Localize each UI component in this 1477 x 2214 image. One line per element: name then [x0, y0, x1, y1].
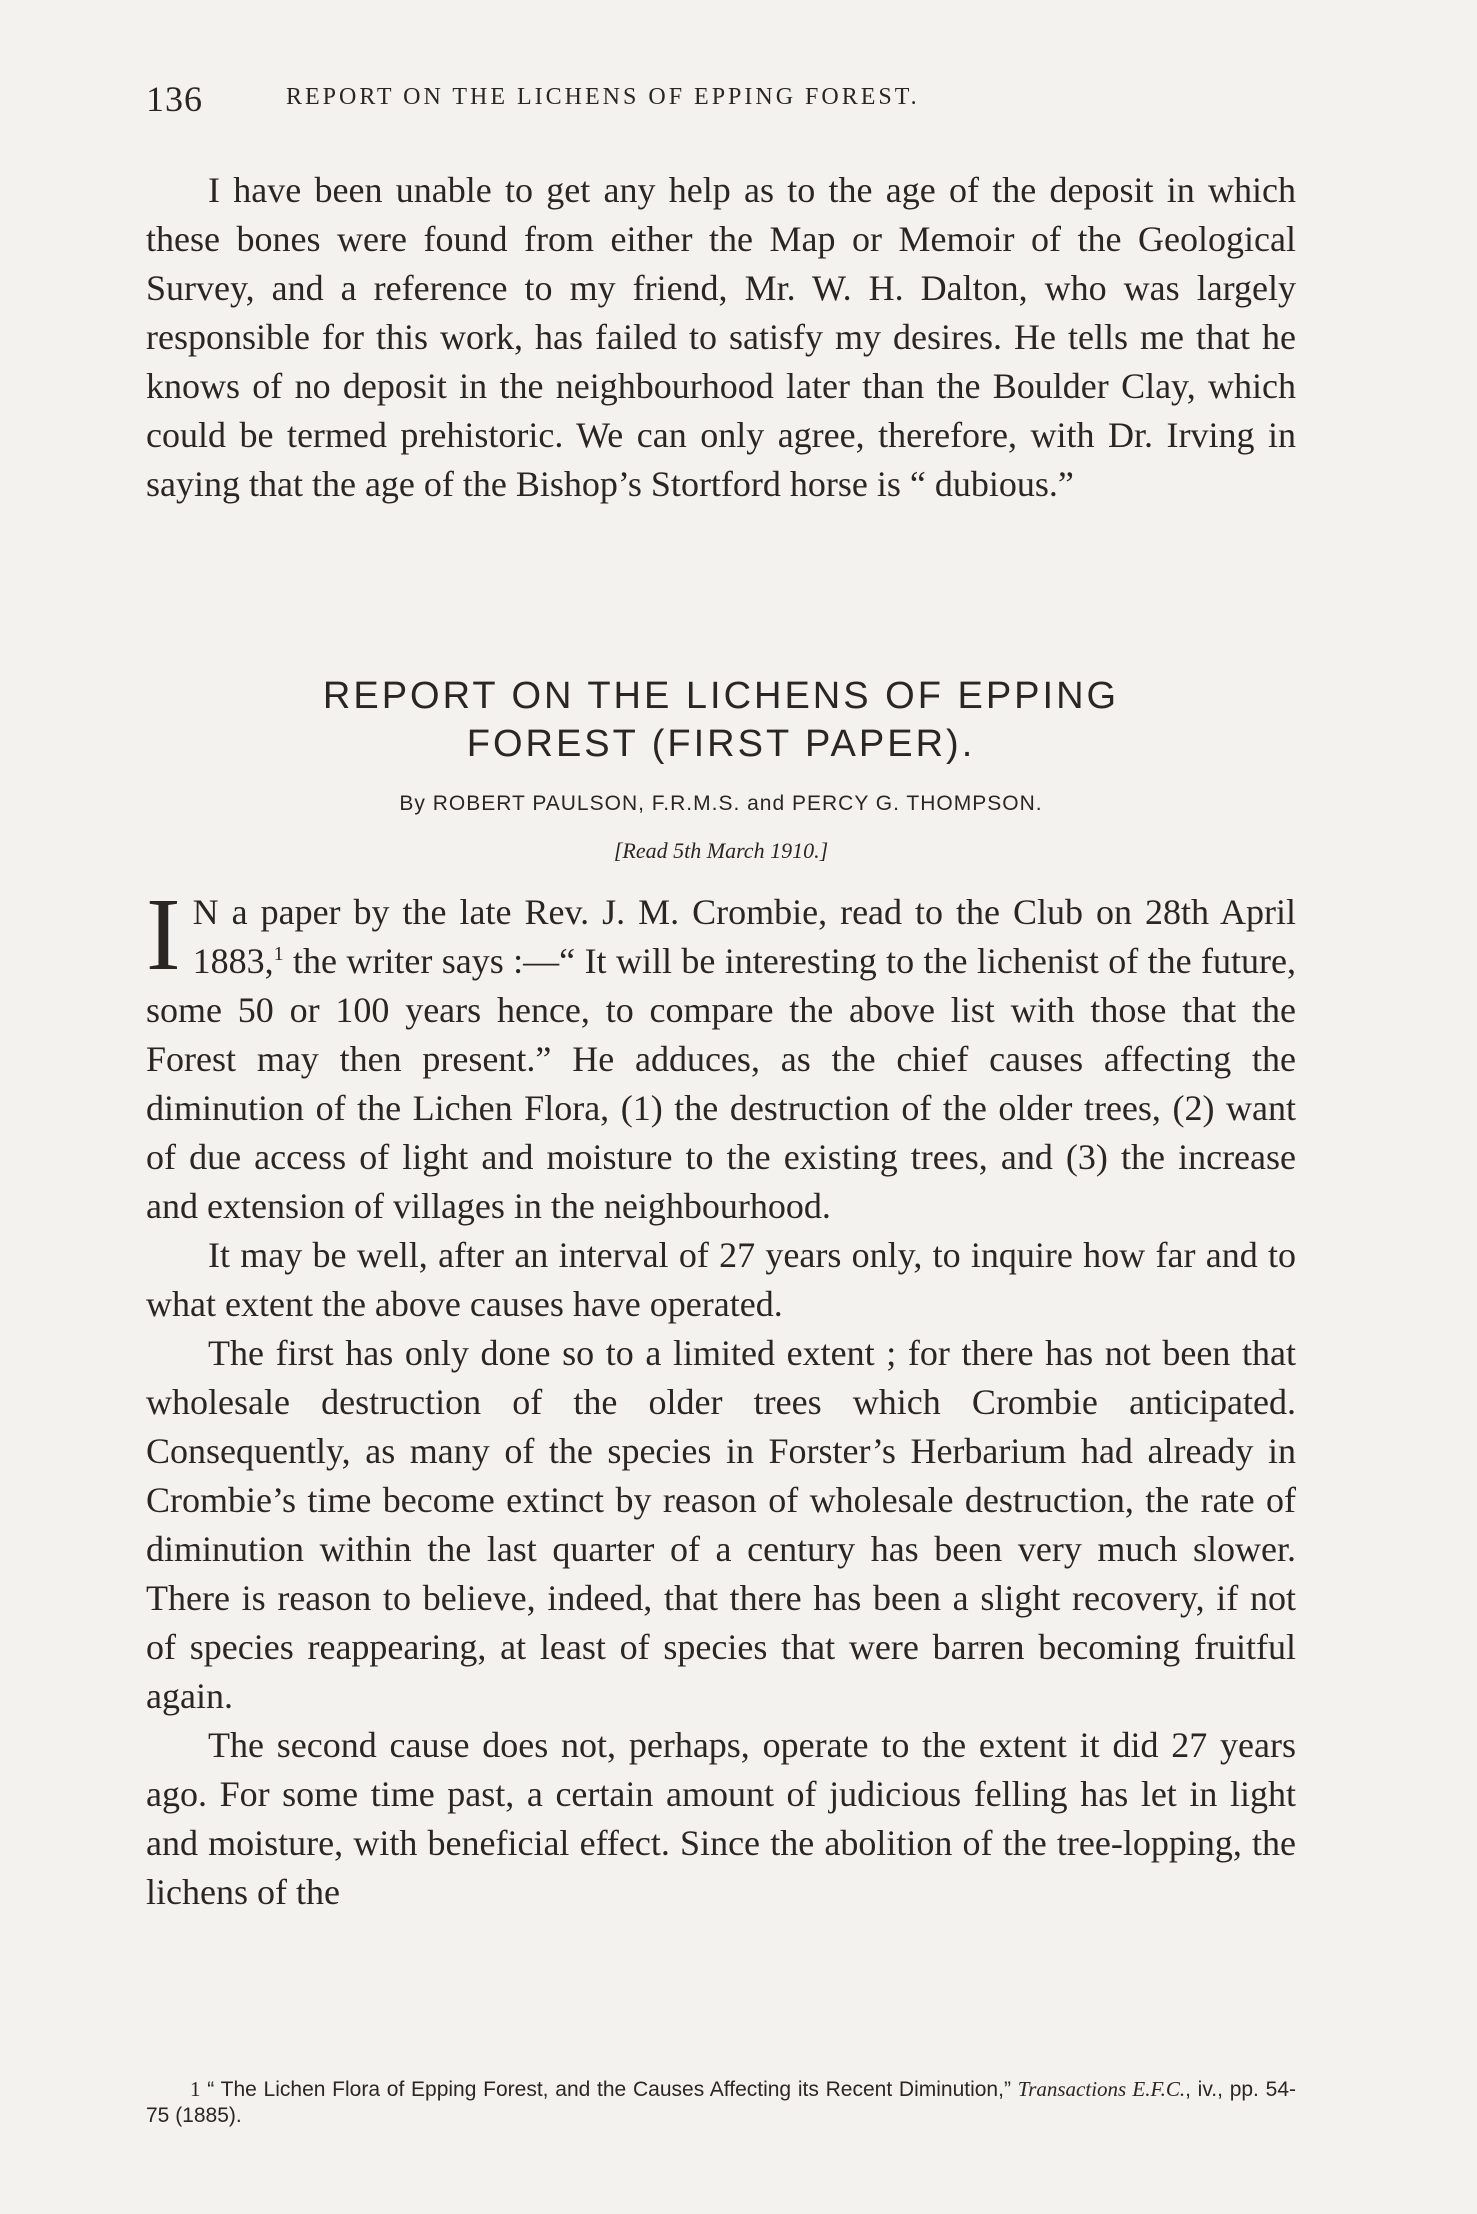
- read-date-note: [Read 5th March 1910.]: [613, 838, 829, 863]
- article-title: [146, 672, 1296, 768]
- page-number: 136: [146, 79, 203, 119]
- footnote-reference: 1: [273, 943, 284, 965]
- article-byline: By ROBERT PAULSON, F.R.M.S. and PERCY G. THOMPSON.: [399, 792, 1043, 815]
- footnote-text-b: , iv., pp. 54-75 (1885).: [146, 2078, 1296, 2127]
- article-paragraph-3: The first has only done so to a limited extent ; for there has not been that wholesale destruction of the older trees which Crombie anticipated. Consequently, as many of the species in Forster’s Herbarium had already in Crombie’s time become extinct by reason of wholesale destruction, the rate of diminution within the last quarter of a century has been very much slower. There is reason to believe, indeed, that there has been a slight recovery, if not of species reappearing, at least of species that were barren becoming fruitful again.: [146, 1333, 1296, 1716]
- article-body: [146, 877, 1296, 1917]
- article-title-line-1: REPORT ON THE LICHENS OF EPPING: [322, 675, 1120, 717]
- article-title-line-2: FOREST (FIRST PAPER).: [466, 723, 976, 765]
- article-paragraph-1: [146, 877, 1296, 1231]
- running-head: [146, 78, 1296, 118]
- paragraph-1-text-b: the writer says :—“ It will be interesting to the lichenist of the future, some 50 or 100 years hence, to compare the above list with those that the Forest may then present.” He adduces, as the chief causes affecting the diminution of the Lichen Flora, (1) the destruction of the older trees, (2) want of due access of light and moisture to the existing trees, and (3) the increase and extension of villages in the neighbourhood.: [146, 941, 1296, 1226]
- drop-cap: I: [146, 877, 181, 992]
- footnote-text-a: “ The Lichen Flora of Epping Forest, and the Causes Affecting its Recent Diminution,”: [200, 2078, 1018, 2101]
- article-paragraph-4: The second cause does not, perhaps, operate to the extent it did 27 years ago. For some time past, a certain amount of judicious felling has let in light and moisture, with beneficial effect. Since the abolition of the tree-lopping, the lichens of the: [146, 1725, 1296, 1912]
- footnote-journal-title: Transactions E.F.C.: [1017, 2077, 1186, 2101]
- article-paragraph-2: It may be well, after an interval of 27 years only, to inquire how far and to what extent the above causes have operated.: [146, 1235, 1296, 1324]
- footnote: [146, 2076, 1296, 2129]
- document-page: [146, 0, 1296, 2214]
- footnote-marker: 1: [190, 2077, 201, 2101]
- intro-paragraph: I have been unable to get any help as to the age of the deposit in which these bones were found from either the Map or Memoir of the Geological Survey, and a reference to my friend, Mr. W. H. Dalton, who was largely responsible for this work, has failed to satisfy my desires. He tells me that he knows of no deposit in the neighbourhood later than the Boulder Clay, which could be termed prehistoric. We can only agree, therefore, with Dr. Irving in saying that the age of the Bishop’s Stortford horse is “ dubious.”: [146, 170, 1296, 504]
- running-head-title: REPORT ON THE LICHENS OF EPPING FOREST.: [286, 84, 920, 110]
- paragraph-1-text-a: N a paper by the late Rev. J. M. Crombie, read to the Club on 28th April 1883,: [192, 892, 1296, 981]
